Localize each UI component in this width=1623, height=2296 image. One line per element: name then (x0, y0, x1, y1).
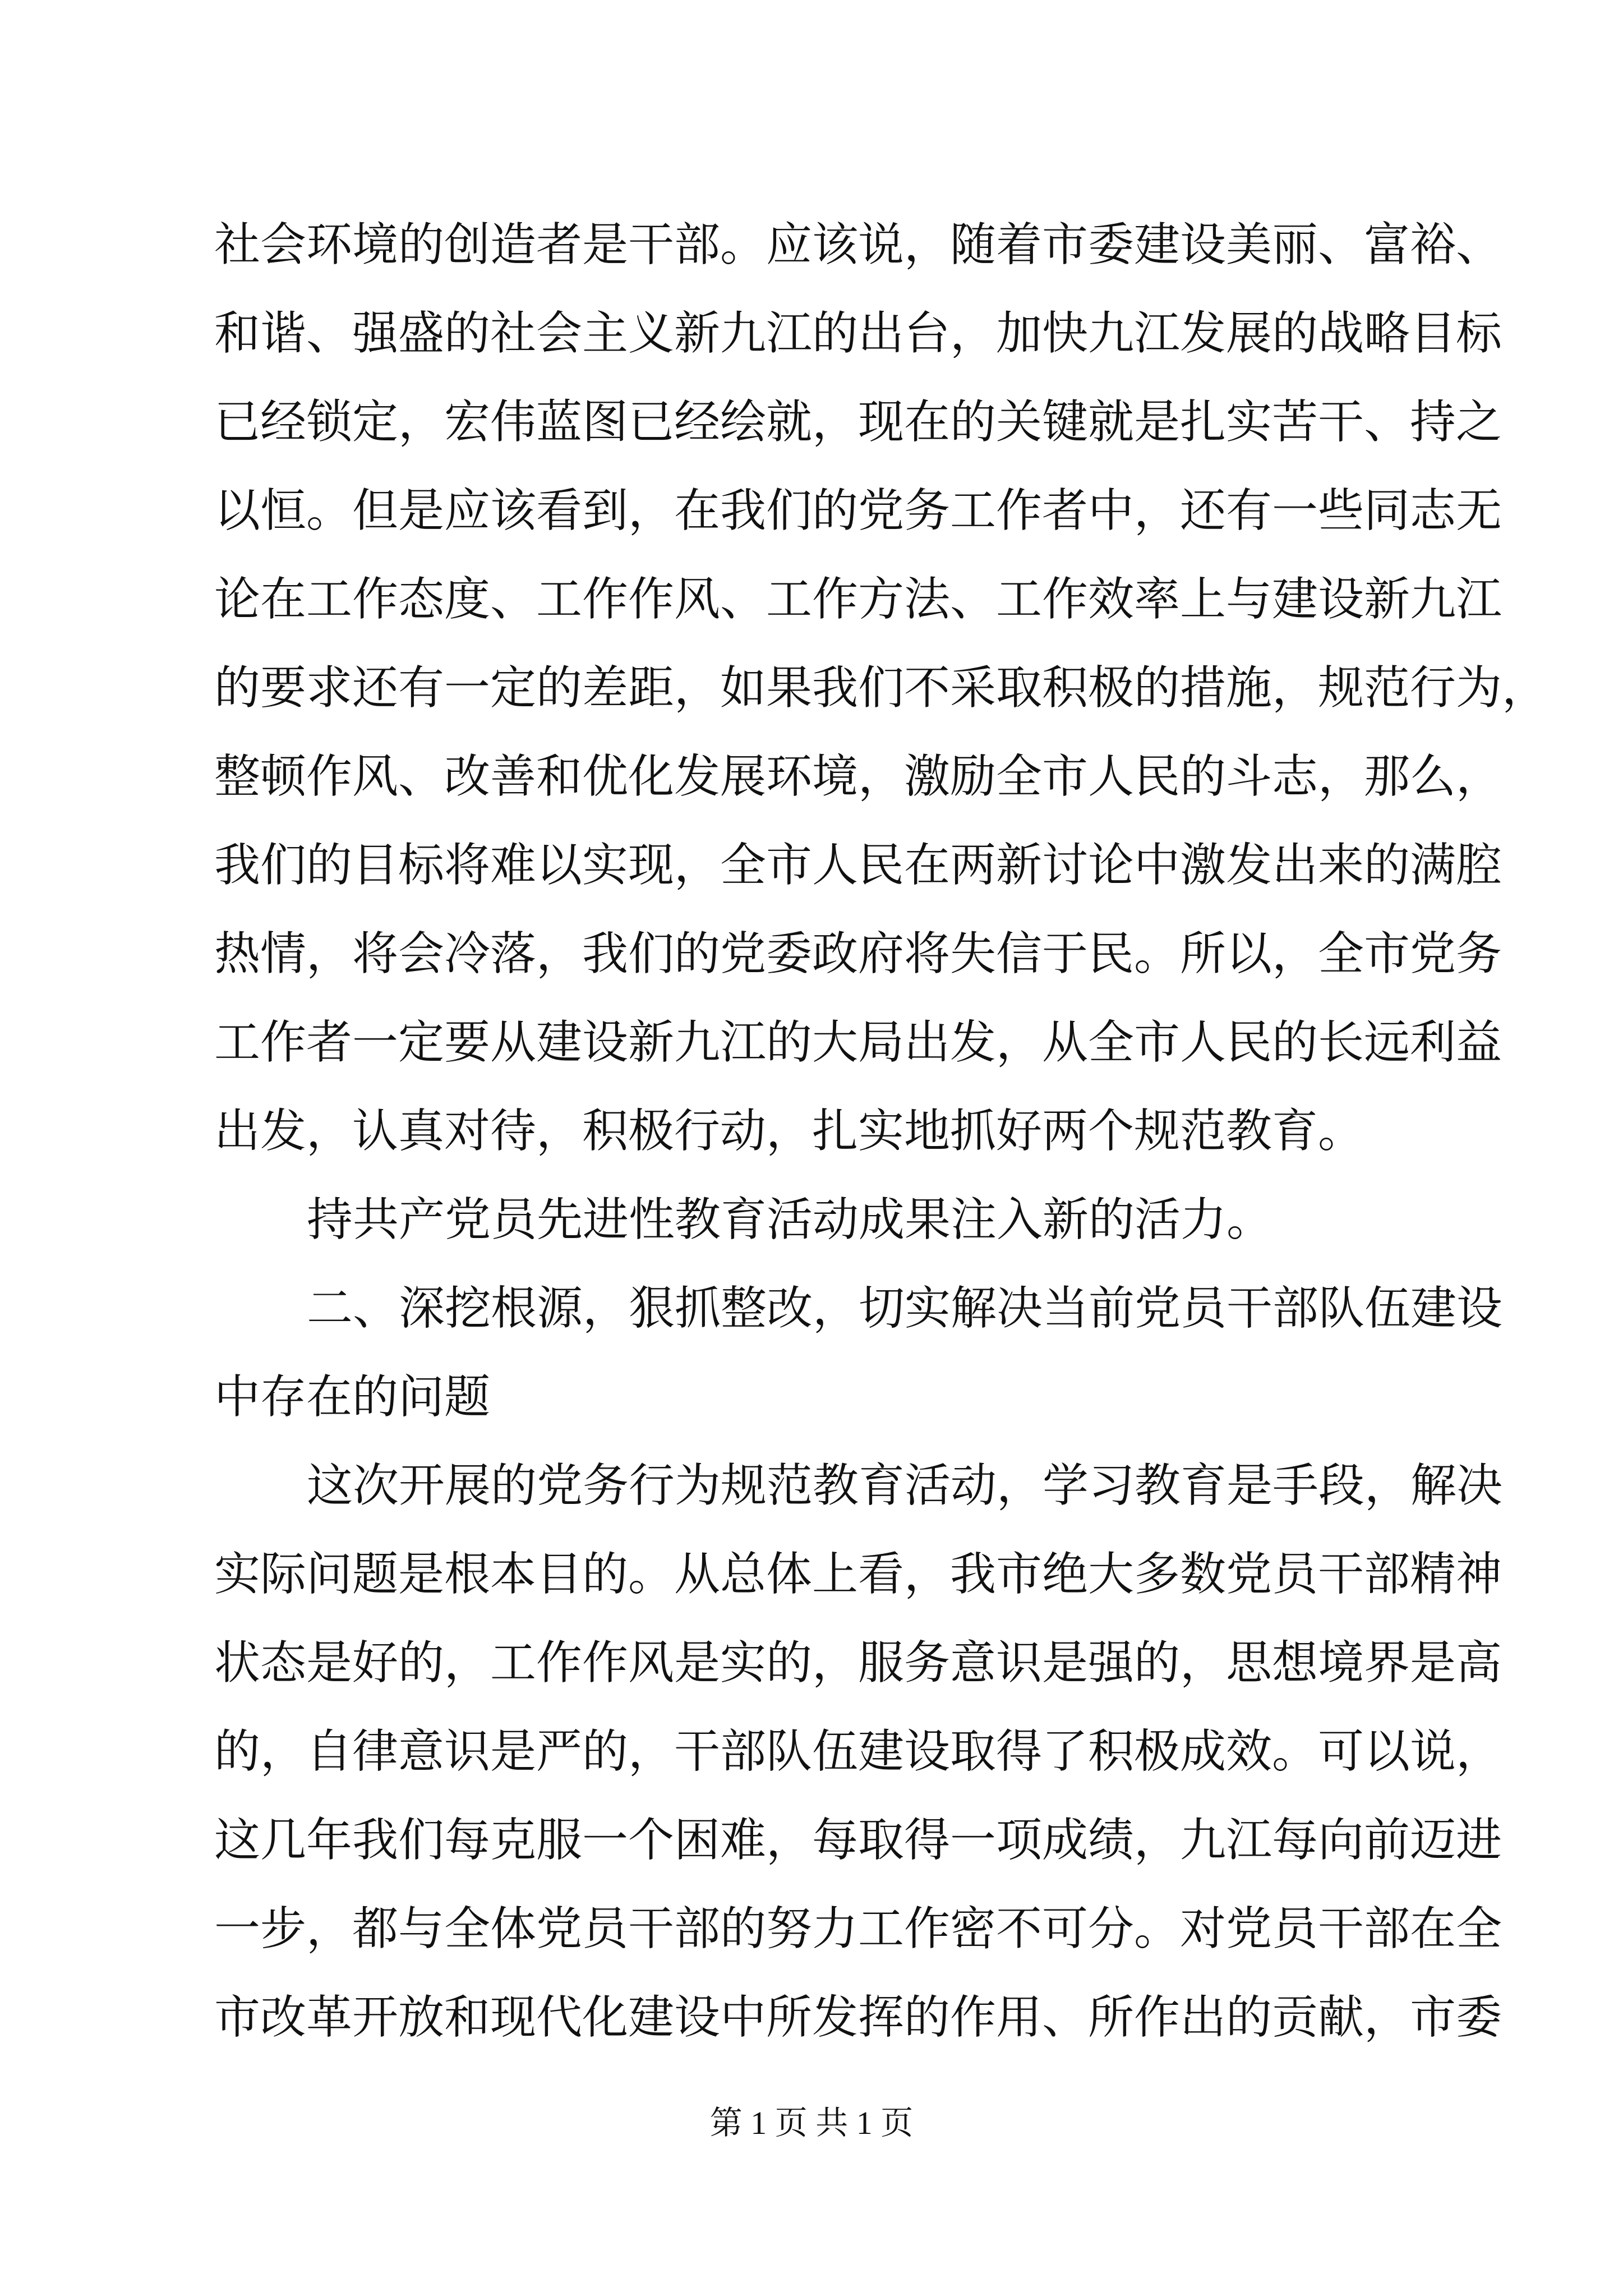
text-line: 我们的目标将难以实现，全市人民在两新讨论中激发出来的满腔 (214, 839, 1502, 892)
text-line: 和谐、强盛的社会主义新九江的出台，加快九江发展的战略目标 (214, 307, 1502, 360)
text-line: 热情，将会冷落，我们的党委政府将失信于民。所以，全市党务 (214, 927, 1502, 981)
text-line: 状态是好的，工作作风是实的，服务意识是强的，思想境界是高 (214, 1636, 1502, 1690)
text-line: 整顿作风、改善和优化发展环境，激励全市人民的斗志，那么， (214, 750, 1502, 803)
text-line: 的要求还有一定的差距，如果我们不采取积极的措施，规范行为， (214, 661, 1548, 715)
text-line: 出发，认真对待，积极行动，扎实地抓好两个规范教育。 (214, 1105, 1364, 1158)
text-line: 已经锁定，宏伟蓝图已经绘就，现在的关键就是扎实苦干、持之 (214, 395, 1502, 449)
page-footer: 第 1 页 共 1 页 (709, 2105, 914, 2141)
section-heading-line: 二、深挖根源，狠抓整改，切实解决当前党员干部队伍建设 (307, 1282, 1503, 1335)
text-line: 论在工作态度、工作作风、工作方法、工作效率上与建设新九江 (214, 573, 1502, 626)
text-line: 这几年我们每克服一个困难，每取得一项成绩，九江每向前迈进 (214, 1814, 1502, 1867)
section-heading-line: 中存在的问题 (214, 1370, 491, 1424)
text-line: 市改革开放和现代化建设中所发挥的作用、所作出的贡献，市委 (214, 1991, 1502, 2044)
text-line: 这次开展的党务行为规范教育活动，学习教育是手段，解决 (307, 1459, 1503, 1512)
text-line: 社会环境的创造者是干部。应该说，随着市委建设美丽、富裕、 (214, 218, 1502, 272)
body-text (214, 201, 1548, 2062)
text-line: 的，自律意识是严的，干部队伍建设取得了积极成效。可以说， (214, 1725, 1502, 1778)
text-line: 实际问题是根本目的。从总体上看，我市绝大多数党员干部精神 (214, 1548, 1502, 1601)
text-line: 一步，都与全体党员干部的努力工作密不可分。对党员干部在全 (214, 1902, 1502, 1955)
text-line: 持共产党员先进性教育活动成果注入新的活力。 (307, 1193, 1273, 1246)
text-line: 工作者一定要从建设新九江的大局出发，从全市人民的长远利益 (214, 1016, 1502, 1069)
text-line: 以恒。但是应该看到，在我们的党务工作者中，还有一些同志无 (214, 484, 1502, 537)
